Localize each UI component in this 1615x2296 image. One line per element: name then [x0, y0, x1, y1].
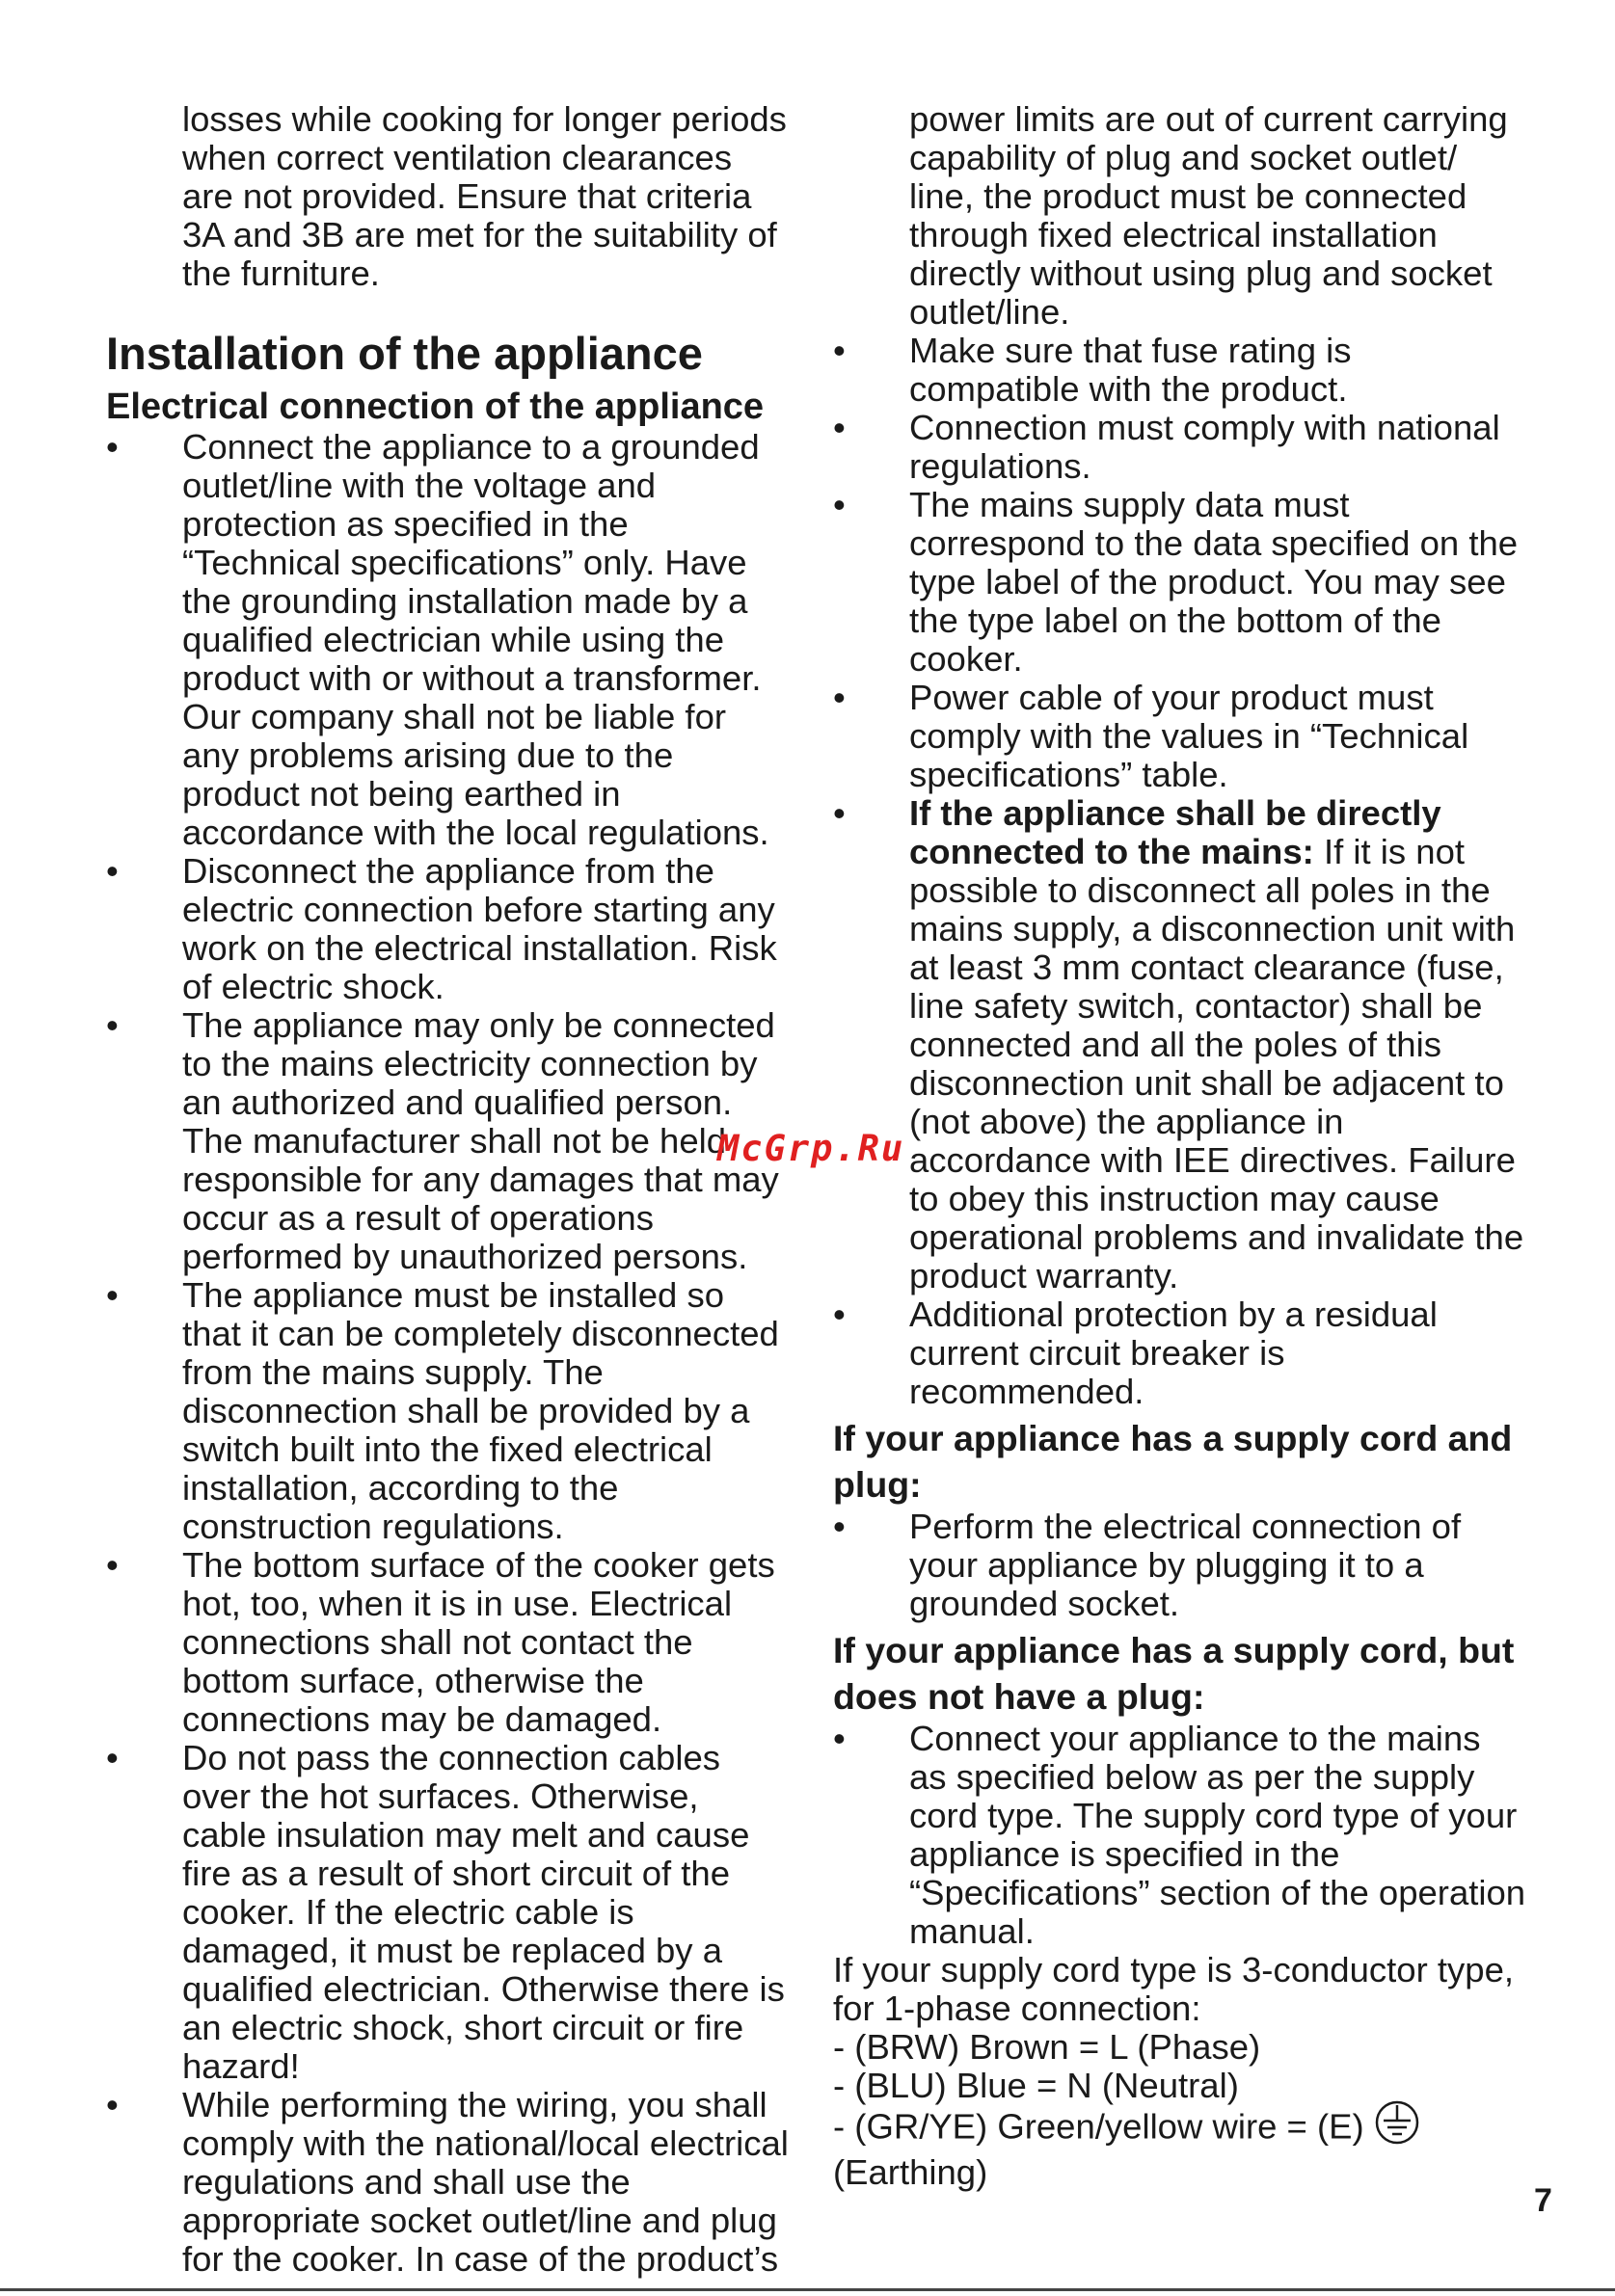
wire-green-yellow	[833, 2105, 1527, 2153]
list-item-text: Connect your appliance to the mains as specified below as per the supply cord type. The supply cord type of your appliance is specified in the “Specifications” section of the operation manual.	[909, 1719, 1526, 1951]
wire-brown: - (BRW) Brown = L (Phase)	[833, 2027, 1261, 2067]
list-item	[106, 428, 791, 852]
list-item	[106, 852, 791, 1006]
intro-paragraph: losses while cooking for longer periods when correct ventilation clearances are not provided. Ensure that criteria 3A and 3B are met for the suitability of the furniture.	[182, 99, 787, 293]
list-item-text: The appliance may only be connected to the mains electricity connection by an authorized and qualified person. The manufacturer shall not be held responsible for any damages that may occur as a result of operations performed by unauthorized persons.	[182, 1005, 779, 1276]
list-item-text: Disconnect the appliance from the electric connection before starting any work on the electrical installation. Risk of electric shock.	[182, 851, 777, 1006]
list-item-text: Power cable of your product must comply with the values in “Technical specifications” table.	[909, 678, 1469, 794]
subsection-title: Electrical connection of the appliance	[106, 387, 765, 427]
list-item-text: Do not pass the connection cables over the hot surfaces. Otherwise, cable insulation may melt and cause fire as a result of short circuit of the cooker. If the electric cable is damaged, it must be replaced by a qualified electrician. Otherwise there is an electric shock, short circuit or fire hazard!	[182, 1738, 785, 2086]
bullet-icon: •	[833, 793, 846, 833]
cord-type-intro: If your supply cord type is 3-conductor type, for 1-phase connection:	[833, 1950, 1515, 2028]
list-item	[106, 1739, 791, 2086]
list-item	[833, 486, 1527, 679]
list-item-text: Additional protection by a residual current circuit breaker is recommended.	[909, 1295, 1438, 1411]
earth-ground-icon	[1374, 2099, 1420, 2153]
list-item-text: Perform the electrical connection of your appliance by plugging it to a grounded socket.	[909, 1507, 1462, 1623]
list-item	[833, 409, 1527, 486]
bullet-icon: •	[106, 1275, 119, 1315]
list-item	[833, 1508, 1527, 1623]
plug-bullet-list	[833, 1508, 1527, 1623]
electrical-bullet-list	[106, 428, 791, 2279]
section-title: Installation of the appliance	[106, 328, 703, 379]
continuation-paragraph: power limits are out of current carrying capability of plug and socket outlet/ line, the product must be connected through fixed electrical installation directly without using plug and socket outlet/line.	[909, 99, 1508, 332]
list-item	[106, 2086, 791, 2279]
bullet-icon: •	[106, 1005, 119, 1045]
list-item	[833, 332, 1527, 409]
list-item-text: The mains supply data must correspond to the data specified on the type label of the product. You may see the type label on the bottom of the cooker.	[909, 485, 1519, 679]
bullet-icon: •	[833, 1507, 846, 1546]
page-number: 7	[1534, 2182, 1552, 2219]
wire-green-text: - (GR/YE) Green/yellow wire = (E)	[833, 2106, 1364, 2147]
list-item	[106, 1546, 791, 1739]
bullet-icon: •	[833, 408, 846, 447]
bullet-icon: •	[833, 1295, 846, 1334]
list-item-text: The appliance must be installed so that it can be completely disconnected from the mains supply. The disconnection shall be provided by a switch built into the fixed electrical installation, according to the construction regulations.	[182, 1275, 779, 1546]
list-item	[833, 679, 1527, 794]
left-column	[106, 100, 791, 2279]
bottom-rule	[0, 2288, 1615, 2291]
bullet-icon: •	[833, 678, 846, 717]
list-item-text: Make sure that fuse rating is compatible with the product.	[909, 331, 1352, 409]
no-plug-heading: If your appliance has a supply cord, but does not have a plug:	[833, 1630, 1515, 1717]
bullet-icon: •	[833, 1719, 846, 1758]
direct-connection-text: If it is not possible to disconnect all poles in the mains supply, a disconnection unit with at least 3 mm contact clearance (fuse, line safety switch, contactor) shall be connected and all the poles of this disconnection unit shall be adjacent to (not above) the appliance in accordance with IEE directives. Failure to obey this instruction may cause operational problems and invalidate the product warranty.	[909, 832, 1524, 1295]
right-column	[833, 100, 1527, 2192]
bullet-icon: •	[106, 2085, 119, 2124]
bullet-icon: •	[833, 331, 846, 370]
bullet-icon: •	[106, 1738, 119, 1777]
bullet-icon: •	[106, 851, 119, 891]
list-item	[833, 1295, 1527, 1411]
list-item	[106, 1006, 791, 1276]
watermark: McGrp.Ru	[717, 1128, 905, 1169]
plug-heading: If your appliance has a supply cord and plug:	[833, 1418, 1513, 1505]
bullet-icon: •	[833, 485, 846, 524]
direct-connection-item	[833, 794, 1527, 1295]
requirements-bullet-list	[833, 332, 1527, 1411]
list-item	[833, 1720, 1527, 1951]
bullet-icon: •	[106, 1545, 119, 1585]
list-item-text: Connection must comply with national regulations.	[909, 408, 1500, 486]
bullet-icon: •	[106, 427, 119, 467]
wire-blue: - (BLU) Blue = N (Neutral)	[833, 2066, 1239, 2105]
list-item-text: The bottom surface of the cooker gets hot, too, when it is in use. Electrical connections shall not contact the bottom surface, otherwise the connections may be damaged.	[182, 1545, 775, 1739]
list-item-text: While performing the wiring, you shall comply with the national/local electrical regulations and shall use the appropriate socket outlet/line and plug for the cooker. In case of the product’s	[182, 2085, 789, 2279]
earthing-label: (Earthing)	[833, 2152, 988, 2192]
direct-connection-label: If the appliance shall be directly connected to the mains:	[909, 793, 1441, 871]
no-plug-bullet-list	[833, 1720, 1527, 1951]
list-item	[106, 1276, 791, 1546]
list-item-text: Connect the appliance to a grounded outlet/line with the voltage and protection as specified in the “Technical specifications” only. Have the grounding installation made by a qualified electrician while using the product with or without a transformer. Our company shall not be liable for any problems arising due to the product not being earthed in accordance with the local regulations.	[182, 427, 769, 852]
